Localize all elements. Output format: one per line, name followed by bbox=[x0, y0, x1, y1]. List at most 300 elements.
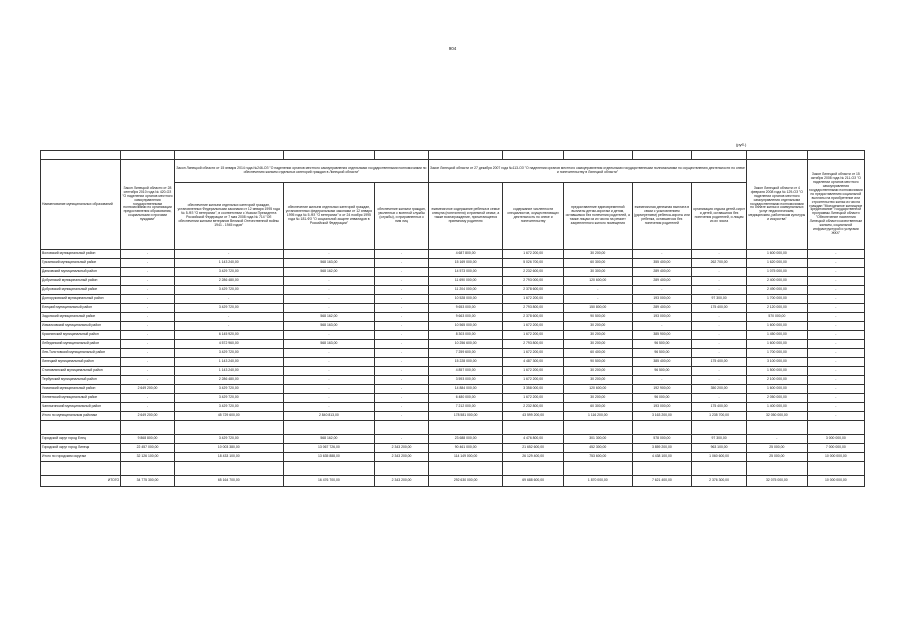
cell-value: - bbox=[283, 331, 375, 340]
cell-value: - bbox=[283, 304, 375, 313]
cell-value bbox=[283, 421, 375, 435]
cell-value: - bbox=[283, 286, 375, 295]
row-name: Липецкий муниципальный район bbox=[41, 358, 121, 367]
cell-value: 45 729 600,00 bbox=[174, 412, 283, 421]
cell-value: 3 429 720,00 bbox=[174, 403, 283, 412]
cell-value: 1 400 000,00 bbox=[747, 403, 808, 412]
cell-value: - bbox=[174, 313, 283, 322]
subvention-table bbox=[40, 150, 865, 487]
header-c6: содержание численности специалистов, осуществляющих деятельность по опеке и попечительству bbox=[503, 183, 564, 250]
table-row bbox=[41, 349, 865, 358]
cell-value: 4 572 960,00 bbox=[174, 340, 283, 349]
row-name: Грязинский муниципальный район bbox=[41, 259, 121, 268]
cell-value: 18 433 100,00 bbox=[174, 453, 283, 462]
cell-value: 11 204 000,00 bbox=[428, 286, 502, 295]
cell-value: - bbox=[807, 286, 864, 295]
cell-value: - bbox=[692, 250, 747, 259]
cell-value: 2 378 600,00 bbox=[503, 313, 564, 322]
cell-value: - bbox=[375, 259, 429, 268]
cell-value: 2 286 480,00 bbox=[174, 277, 283, 286]
cell-value: - bbox=[807, 376, 864, 385]
cell-value: - bbox=[692, 340, 747, 349]
cell-value: 578 000,00 bbox=[632, 435, 692, 444]
cell-value: 9 663 000,00 bbox=[428, 313, 502, 322]
cell-value: 568 163,00 bbox=[283, 340, 375, 349]
cell-value: - bbox=[807, 295, 864, 304]
cell-value: 1 672 200,00 bbox=[503, 367, 564, 376]
cell-value: 4 487 300,00 bbox=[503, 358, 564, 367]
cell-value: 2 490 000,00 bbox=[747, 286, 808, 295]
cell-value: 1 450 000,00 bbox=[747, 331, 808, 340]
cell-value: 6 145 920,00 bbox=[174, 331, 283, 340]
cell-value: - bbox=[121, 250, 175, 259]
cell-value: 568 163,00 bbox=[283, 322, 375, 331]
cell-value: - bbox=[807, 250, 864, 259]
cell-value bbox=[375, 462, 429, 476]
cell-value: 568 162,00 bbox=[283, 268, 375, 277]
cell-value: 175 400,00 bbox=[692, 358, 747, 367]
cell-value: - bbox=[174, 295, 283, 304]
cell-value: - bbox=[807, 268, 864, 277]
cell-value: 9 868 800,00 bbox=[121, 435, 175, 444]
cell-value: - bbox=[121, 367, 175, 376]
cell-value: - bbox=[375, 322, 429, 331]
cell-value bbox=[632, 421, 692, 435]
cell-value: 3 429 720,00 bbox=[174, 268, 283, 277]
cell-value: - bbox=[807, 331, 864, 340]
cell-value: - bbox=[807, 394, 864, 403]
cell-value: - bbox=[375, 394, 429, 403]
header-c3: обеспечение жильем отдельных категорий граждан, установленных федеральными законами от 12 января 1995 года № 5-ФЗ "О ветеранах" и от 24 ноября 1995 года № 181-ФЗ "О социальной защите инвалидов в Российской Федерации" bbox=[283, 183, 375, 250]
cell-value: - bbox=[174, 250, 283, 259]
header-c7: предоставление единовременной выплаты детям-сиротам и детям, оставшимся без попечения родителей, а также лицам из их числа на ремонт закрепленного жилого помещения bbox=[563, 183, 632, 250]
table-row bbox=[41, 250, 865, 259]
cell-value: 3 163 200,00 bbox=[632, 412, 692, 421]
row-name: Краснинский муниципальный район bbox=[41, 331, 121, 340]
table-row bbox=[41, 313, 865, 322]
row-name: Усманский муниципальный район bbox=[41, 385, 121, 394]
row-name: Итого по городским округам bbox=[41, 453, 121, 462]
cell-value: 65 164 700,00 bbox=[174, 476, 283, 487]
cell-value: - bbox=[692, 367, 747, 376]
cell-value: 1 600 000,00 bbox=[747, 385, 808, 394]
header-name: Наименование муниципальных образований bbox=[41, 160, 121, 250]
header-c2: обеспечение жильем отдельных категорий граждан, установленных Федеральными законами от 12 января 1995 года № 5-ФЗ "О ветеранах", в соответствии с Указом Президента Российской Федерации от 7 мая 2008 года № 714 "Об обеспечении жильем ветеранов Великой Отечественной войны 1941 - 1945 годов" bbox=[174, 183, 283, 250]
cell-value: 2 286 480,00 bbox=[174, 376, 283, 385]
table-row bbox=[41, 394, 865, 403]
cell-value: - bbox=[375, 435, 429, 444]
cell-value bbox=[807, 462, 864, 476]
cell-value: - bbox=[375, 340, 429, 349]
cell-value: 32 126 100,00 bbox=[121, 453, 175, 462]
cell-value: 1 500 000,00 bbox=[747, 367, 808, 376]
cell-value: - bbox=[692, 277, 747, 286]
cell-value: 175 400,00 bbox=[692, 403, 747, 412]
cell-value: 7 000 000,00 bbox=[807, 444, 864, 453]
cell-value: 2 649 200,00 bbox=[121, 412, 175, 421]
cell-value: 2 120 000,00 bbox=[747, 304, 808, 313]
cell-value: 963 100,00 bbox=[692, 444, 747, 453]
cell-value: 97 300,00 bbox=[692, 295, 747, 304]
row-name bbox=[41, 462, 121, 476]
cell-value: 1 672 200,00 bbox=[503, 331, 564, 340]
cell-value: 30 200,00 bbox=[563, 250, 632, 259]
cell-value: 2 100 000,00 bbox=[747, 376, 808, 385]
cell-value: - bbox=[807, 412, 864, 421]
cell-value: 30 300,00 bbox=[563, 268, 632, 277]
cell-value: 193 000,00 bbox=[632, 313, 692, 322]
cell-value: 10 256 600,00 bbox=[428, 340, 502, 349]
cell-value: - bbox=[692, 313, 747, 322]
grand-total-row bbox=[41, 476, 865, 487]
row-name: Добровский муниципальный район bbox=[41, 286, 121, 295]
cell-value: - bbox=[283, 385, 375, 394]
cell-value: 1 870 000,00 bbox=[563, 476, 632, 487]
header-c4: обеспечение жильем граждан, уволенных с военной службы (службы), и приравненных к ним лиц bbox=[375, 183, 429, 250]
cell-value: 30 200,00 bbox=[563, 394, 632, 403]
cell-value: 4 476 800,00 bbox=[503, 435, 564, 444]
cell-value bbox=[283, 462, 375, 476]
cell-value: 1 672 200,00 bbox=[503, 322, 564, 331]
row-name: Лебедянский муниципальный район bbox=[41, 340, 121, 349]
header-c5: ежемесячное содержание ребенка в семье опекуна (попечителя) и приемной семье, а также вознаграждение, причитающееся приемному родителю bbox=[428, 183, 502, 250]
cell-value: 2 232 600,00 bbox=[503, 268, 564, 277]
cell-value: 16 476 700,00 bbox=[283, 476, 375, 487]
table-row bbox=[41, 376, 865, 385]
cell-value: 385 900,00 bbox=[632, 331, 692, 340]
cell-value: 2 793 800,00 bbox=[503, 340, 564, 349]
cell-value: - bbox=[632, 322, 692, 331]
cell-value: 21 652 600,00 bbox=[503, 444, 564, 453]
cell-value: - bbox=[807, 358, 864, 367]
cell-value: - bbox=[121, 268, 175, 277]
row-name: Чаплыгинский муниципальный район bbox=[41, 403, 121, 412]
table-row bbox=[41, 277, 865, 286]
cell-value: 13 067 726,00 bbox=[283, 444, 375, 453]
cell-value: 1 075 000,00 bbox=[747, 268, 808, 277]
cell-value: - bbox=[121, 340, 175, 349]
cell-value: 96 500,00 bbox=[632, 340, 692, 349]
cell-value: - bbox=[121, 295, 175, 304]
cell-value: 26 129 400,00 bbox=[503, 453, 564, 462]
table-row bbox=[41, 358, 865, 367]
cell-value: - bbox=[632, 286, 692, 295]
cell-value: 568 162,00 bbox=[283, 435, 375, 444]
cell-value: - bbox=[121, 331, 175, 340]
cell-value: - bbox=[375, 403, 429, 412]
cell-value: 32 050 000,00 bbox=[747, 412, 808, 421]
cell-value: - bbox=[375, 277, 429, 286]
cell-value: 2 400 000,00 bbox=[747, 277, 808, 286]
cell-value: 4 857 000,00 bbox=[428, 367, 502, 376]
cell-value: 34 775 300,00 bbox=[121, 476, 175, 487]
cell-value: 5 026 700,00 bbox=[503, 259, 564, 268]
cell-value: 2 793 000,00 bbox=[503, 277, 564, 286]
cell-value bbox=[747, 421, 808, 435]
header-row-1 bbox=[41, 160, 865, 183]
cell-value: 292 630 000,00 bbox=[428, 476, 502, 487]
cell-value: 568 162,00 bbox=[283, 313, 375, 322]
row-name: Задонский муниципальный район bbox=[41, 313, 121, 322]
cell-value: 30 200,00 bbox=[563, 322, 632, 331]
cell-value: 8 303 000,00 bbox=[428, 331, 502, 340]
cell-value: - bbox=[807, 322, 864, 331]
cell-value: - bbox=[807, 277, 864, 286]
cell-value: - bbox=[283, 277, 375, 286]
cell-value: 15 169 000,00 bbox=[428, 259, 502, 268]
cell-value bbox=[692, 421, 747, 435]
cell-value: 30 200,00 bbox=[563, 376, 632, 385]
cell-value: 1 060 600,00 bbox=[692, 453, 747, 462]
cell-value: 96 000,00 bbox=[632, 394, 692, 403]
cell-value: - bbox=[692, 268, 747, 277]
cell-value: - bbox=[692, 331, 747, 340]
cell-value: 355 400,00 bbox=[632, 259, 692, 268]
cell-value: 22 457 000,00 bbox=[121, 444, 175, 453]
cell-value: 43 599 200,00 bbox=[503, 412, 564, 421]
cell-value: 3 859 200,00 bbox=[632, 444, 692, 453]
cell-value: 3 429 720,00 bbox=[174, 304, 283, 313]
cell-value: 4 438 100,00 bbox=[632, 453, 692, 462]
cell-value: 192 900,00 bbox=[632, 385, 692, 394]
cell-value bbox=[747, 462, 808, 476]
cell-value: 7 259 600,00 bbox=[428, 349, 502, 358]
cell-value bbox=[692, 462, 747, 476]
cell-value bbox=[174, 421, 283, 435]
cell-value: 90 461 000,00 bbox=[428, 444, 502, 453]
cell-value: 3 429 720,00 bbox=[174, 385, 283, 394]
cell-value: 1 143 240,00 bbox=[174, 358, 283, 367]
cell-value: 10 565 000,00 bbox=[428, 322, 502, 331]
cell-value bbox=[563, 421, 632, 435]
cell-value: 15 228 000,00 bbox=[428, 358, 502, 367]
cell-value bbox=[563, 462, 632, 476]
page-number: 904 bbox=[448, 46, 457, 51]
cell-value: - bbox=[807, 385, 864, 394]
cell-value: - bbox=[807, 367, 864, 376]
cell-value: 178 581 000,00 bbox=[428, 412, 502, 421]
cell-value: - bbox=[747, 435, 808, 444]
cell-value: 1 143 240,00 bbox=[174, 259, 283, 268]
row-name: Лев-Толстовский муниципальный район bbox=[41, 349, 121, 358]
table-row bbox=[41, 385, 865, 394]
cell-value: 1 600 000,00 bbox=[747, 340, 808, 349]
cell-value: 7 212 000,00 bbox=[428, 403, 502, 412]
cell-value: 9 653 000,00 bbox=[428, 304, 502, 313]
cell-value: 60 400,00 bbox=[563, 349, 632, 358]
cell-value: 90 500,00 bbox=[563, 358, 632, 367]
cell-value bbox=[428, 462, 502, 476]
cell-value: 14 884 000,00 bbox=[428, 385, 502, 394]
cell-value: 120 600,00 bbox=[563, 385, 632, 394]
row-name: Елецкий муниципальный район bbox=[41, 304, 121, 313]
cell-value: 32 075 000,00 bbox=[747, 476, 808, 487]
cell-value bbox=[503, 421, 564, 435]
cell-value: - bbox=[563, 286, 632, 295]
cell-value: 14 573 000,00 bbox=[428, 268, 502, 277]
cell-value: 1 672 200,00 bbox=[503, 295, 564, 304]
cell-value: - bbox=[375, 304, 429, 313]
cell-value: 2 376 300,00 bbox=[692, 476, 747, 487]
header-c8: ежемесячная денежная выплата в связи с усыновлением (удочерением) ребенка-сироты или ребенка, оставшегося без попечения родителей bbox=[632, 183, 692, 250]
cell-value: 90 500,00 bbox=[563, 313, 632, 322]
cell-value bbox=[428, 421, 502, 435]
row-name: Данковский муниципальный район bbox=[41, 268, 121, 277]
cell-value: - bbox=[375, 313, 429, 322]
row-name: Добринский муниципальный район bbox=[41, 277, 121, 286]
cell-value: 30 200,00 bbox=[563, 340, 632, 349]
cell-value: - bbox=[283, 367, 375, 376]
cell-value: - bbox=[174, 322, 283, 331]
cell-value: - bbox=[121, 304, 175, 313]
cell-value: 3 358 000,00 bbox=[503, 385, 564, 394]
cell-value: 1 620 000,00 bbox=[747, 259, 808, 268]
table-row bbox=[41, 322, 865, 331]
cell-value: 2 343 200,00 bbox=[375, 476, 429, 487]
row-name: ИТОГО bbox=[41, 476, 121, 487]
header-c10: Закон Липецкой области от 4 февраля 2008 года № 129-ОЗ "О наделении органов местного самоуправления отдельными государственными полномочиями по оплате жилья и коммунальных услуг педагогическим, медицинским, работникам культуры и искусства" bbox=[747, 160, 808, 250]
cell-value: 262 700,00 bbox=[692, 259, 747, 268]
cell-value: - bbox=[375, 331, 429, 340]
cell-value: 1 672 200,00 bbox=[503, 394, 564, 403]
cell-value bbox=[121, 462, 175, 476]
cell-value: - bbox=[563, 295, 632, 304]
cell-value: - bbox=[283, 376, 375, 385]
cell-value: 96 500,00 bbox=[632, 367, 692, 376]
table-row bbox=[41, 340, 865, 349]
cell-value: - bbox=[283, 295, 375, 304]
cell-value: 1 672 200,00 bbox=[503, 376, 564, 385]
cell-value bbox=[632, 462, 692, 476]
cell-value: 6 480 000,00 bbox=[428, 394, 502, 403]
cell-value: 289 400,00 bbox=[632, 268, 692, 277]
cell-value: 23 688 000,00 bbox=[428, 435, 502, 444]
row-name bbox=[41, 421, 121, 435]
cell-value: - bbox=[283, 250, 375, 259]
cell-value: - bbox=[121, 394, 175, 403]
table-row bbox=[41, 435, 865, 444]
cell-value: 1 600 000,00 bbox=[747, 322, 808, 331]
row-name: Тербунский муниципальный район bbox=[41, 376, 121, 385]
header-law-2014: Закон Липецкой области от 15 января 2014 года №246-ОЗ "О наделении органов местного самоуправления отдельными государственными полномочиями по обеспечению жильем отдельных категорий граждан в Липецкой области" bbox=[174, 160, 428, 183]
cell-value: - bbox=[121, 259, 175, 268]
cell-value: 1 235 700,00 bbox=[692, 412, 747, 421]
cell-value bbox=[807, 421, 864, 435]
cell-value: - bbox=[807, 259, 864, 268]
cell-value bbox=[174, 462, 283, 476]
cell-value: 10 000 000,00 bbox=[807, 476, 864, 487]
cell-value: 1 116 200,00 bbox=[563, 412, 632, 421]
cell-value: - bbox=[283, 349, 375, 358]
cell-value: 3 429 720,00 bbox=[174, 286, 283, 295]
cell-value: - bbox=[692, 376, 747, 385]
table-row bbox=[41, 453, 865, 462]
cell-value: 60 300,00 bbox=[563, 403, 632, 412]
cell-value: - bbox=[692, 349, 747, 358]
cell-value: 97 300,00 bbox=[692, 435, 747, 444]
row-name: Становлянский муниципальный район bbox=[41, 367, 121, 376]
table-row bbox=[41, 259, 865, 268]
cell-value: - bbox=[807, 349, 864, 358]
cell-value: 2 378 600,00 bbox=[503, 286, 564, 295]
cell-value: 289 400,00 bbox=[632, 277, 692, 286]
header-c1: Закон Липецкой области от 28 сентября 2010 года № 420-ОЗ "О наделении органов местного самоуправления государственными полномочиями по организации предоставления образования, социальными и прочими нуждами" bbox=[121, 160, 175, 250]
cell-value: - bbox=[692, 322, 747, 331]
cell-value: 114 149 000,00 bbox=[428, 453, 502, 462]
header-top-spacer bbox=[41, 151, 865, 160]
cell-value: 2 840 813,00 bbox=[283, 412, 375, 421]
cell-value: 96 500,00 bbox=[632, 349, 692, 358]
cell-value: - bbox=[375, 250, 429, 259]
cell-value: 13 635 888,00 bbox=[283, 453, 375, 462]
cell-value: 3 000 000,00 bbox=[807, 435, 864, 444]
cell-value: 10 003 380,00 bbox=[174, 444, 283, 453]
cell-value bbox=[375, 421, 429, 435]
table-row bbox=[41, 304, 865, 313]
cell-value: 25 000,00 bbox=[747, 453, 808, 462]
cell-value: 2 649 200,00 bbox=[121, 385, 175, 394]
table-row bbox=[41, 412, 865, 421]
cell-value: - bbox=[121, 358, 175, 367]
cell-value: 2 343 200,00 bbox=[375, 453, 429, 462]
cell-value: 150 800,00 bbox=[563, 304, 632, 313]
cell-value: 289 400,00 bbox=[632, 304, 692, 313]
cell-value: 4 687 800,00 bbox=[428, 250, 502, 259]
cell-value bbox=[121, 421, 175, 435]
row-name: Долгоруковский муниципальный район bbox=[41, 295, 121, 304]
cell-value: - bbox=[375, 295, 429, 304]
row-name: Измалковский муниципальный район bbox=[41, 322, 121, 331]
cell-value: 193 000,00 bbox=[632, 295, 692, 304]
cell-value: 570 000,00 bbox=[747, 313, 808, 322]
cell-value: 3 429 720,00 bbox=[174, 394, 283, 403]
cell-value: - bbox=[692, 286, 747, 295]
cell-value: 385 400,00 bbox=[632, 358, 692, 367]
cell-value: 2 343 200,00 bbox=[375, 444, 429, 453]
cell-value: 120 600,00 bbox=[563, 277, 632, 286]
cell-value: - bbox=[807, 403, 864, 412]
cell-value: 3 593 000,00 bbox=[428, 376, 502, 385]
row-name: Городской округ город Липецк bbox=[41, 444, 121, 453]
cell-value: - bbox=[692, 394, 747, 403]
cell-value: 10 528 000,00 bbox=[428, 295, 502, 304]
cell-value: - bbox=[121, 349, 175, 358]
table-row bbox=[41, 286, 865, 295]
spacer-row bbox=[41, 462, 865, 476]
spacer-row bbox=[41, 421, 865, 435]
cell-value: 753 600,00 bbox=[563, 453, 632, 462]
cell-value: 30 200,00 bbox=[563, 331, 632, 340]
table-row bbox=[41, 268, 865, 277]
cell-value: 1 672 200,00 bbox=[503, 250, 564, 259]
cell-value: 25 000,00 bbox=[747, 444, 808, 453]
cell-value: - bbox=[632, 250, 692, 259]
header-c9: организация отдыха детей-сирот и детей, оставшихся без попечения родителей, и лицам из их числа bbox=[692, 183, 747, 250]
cell-value: 3 429 720,00 bbox=[174, 349, 283, 358]
table-row bbox=[41, 367, 865, 376]
cell-value: 175 400,00 bbox=[692, 304, 747, 313]
table-row bbox=[41, 403, 865, 412]
cell-value: 193 000,00 bbox=[632, 403, 692, 412]
cell-value bbox=[503, 462, 564, 476]
cell-value: 69 688 600,00 bbox=[503, 476, 564, 487]
row-name: Городской округ город Елец bbox=[41, 435, 121, 444]
table-row bbox=[41, 444, 865, 453]
cell-value: 1 700 000,00 bbox=[747, 349, 808, 358]
cell-value: 3 100 000,00 bbox=[747, 358, 808, 367]
cell-value: 350 200,00 bbox=[692, 385, 747, 394]
cell-value: 30 200,00 bbox=[563, 367, 632, 376]
